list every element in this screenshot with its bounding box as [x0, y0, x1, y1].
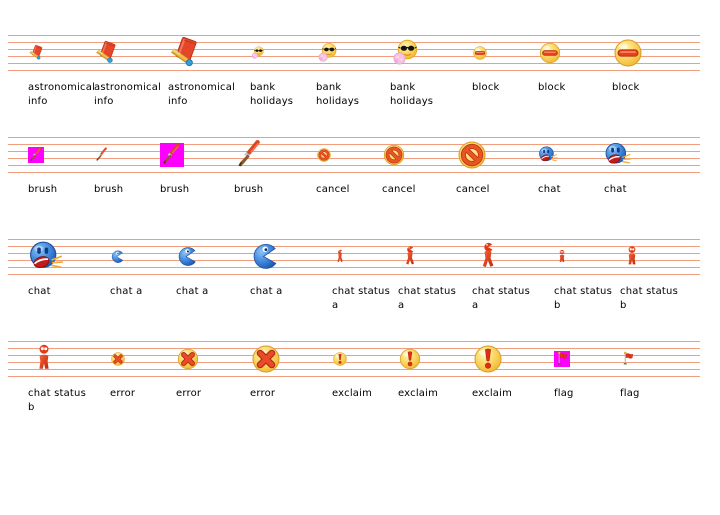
icon-cell [94, 133, 160, 197]
flag-icon-svg [554, 351, 570, 367]
bank-holidays-icon-svg [250, 45, 266, 61]
exclaim-icon-svg [332, 351, 348, 367]
icon-row [0, 31, 720, 133]
astronomical-info-icon-svg [28, 45, 44, 61]
icon-label: bank holidays [250, 82, 294, 107]
icon-cell [168, 31, 250, 109]
icon-cell [398, 337, 472, 401]
brush-icon-svg [234, 139, 266, 171]
icon-cell [398, 235, 472, 313]
chat-icon[interactable] [604, 133, 678, 177]
icon-label: flag [620, 388, 640, 399]
chat-status-a-icon-svg [398, 245, 422, 269]
icon-cell [176, 235, 250, 299]
icon-label: block [538, 82, 566, 93]
cancel-icon[interactable] [316, 133, 382, 177]
icon-row [0, 235, 720, 337]
brush-icon[interactable] [160, 133, 234, 177]
icon-cell [620, 235, 694, 313]
bank-holidays-icon[interactable] [390, 31, 472, 75]
brush-icon[interactable] [234, 133, 316, 177]
icon-cells [28, 31, 694, 109]
flag-icon-svg [620, 351, 636, 367]
error-icon[interactable] [176, 337, 250, 381]
exclaim-icon-svg [398, 347, 422, 371]
brush-icon[interactable] [94, 133, 160, 177]
brush-icon-svg [28, 147, 44, 163]
chat-status-b-icon-svg [620, 245, 644, 269]
icon-label: error [110, 388, 136, 399]
icon-label: bank holidays [390, 82, 434, 107]
astronomical-info-icon-svg [168, 37, 200, 69]
icon-cell [620, 337, 686, 401]
icon-label: flag [554, 388, 574, 399]
icon-label: astronomical info [28, 82, 96, 107]
cancel-icon[interactable] [382, 133, 456, 177]
chat-status-b-icon[interactable] [554, 235, 620, 279]
chat-status-a-icon[interactable] [398, 235, 472, 279]
chat-a-icon[interactable] [176, 235, 250, 279]
icon-label: chat [604, 184, 627, 195]
chat-a-icon[interactable] [250, 235, 332, 279]
icon-label: error [250, 388, 276, 399]
icon-cells [28, 235, 694, 313]
cancel-icon[interactable] [456, 133, 538, 177]
icon-label: exclaim [472, 388, 513, 399]
icon-label: astronomical info [94, 82, 162, 107]
icon-cell [554, 337, 620, 401]
error-icon-svg [250, 343, 282, 375]
icon-cell [28, 337, 110, 415]
bank-holidays-icon-svg [390, 37, 422, 69]
block-icon[interactable] [612, 31, 694, 75]
icon-cell [316, 31, 390, 109]
chat-status-a-icon-svg [472, 241, 504, 273]
icon-cell [538, 31, 612, 95]
icon-cell [316, 133, 382, 197]
icon-label: chat status b [28, 388, 86, 413]
icon-cell [554, 235, 620, 313]
icon-label: chat [28, 286, 51, 297]
chat-a-icon[interactable] [110, 235, 176, 279]
exclaim-icon-svg [472, 343, 504, 375]
icon-cell [110, 235, 176, 299]
icon-cell [250, 337, 332, 401]
icon-label: brush [94, 184, 124, 195]
icon-label: error [176, 388, 202, 399]
bank-holidays-icon-svg [316, 41, 340, 65]
astronomical-info-icon[interactable] [168, 31, 250, 75]
chat-icon-svg [28, 239, 64, 275]
icon-label: bank holidays [316, 82, 360, 107]
icon-cell [28, 235, 110, 299]
exclaim-icon[interactable] [472, 337, 554, 381]
icon-cell [234, 133, 316, 197]
chat-status-a-icon-svg [332, 249, 348, 265]
exclaim-icon[interactable] [398, 337, 472, 381]
icon-label: brush [160, 184, 190, 195]
icon-label: chat status b [620, 286, 678, 311]
icon-label: chat a [110, 286, 143, 297]
chat-status-b-icon-svg [28, 343, 60, 375]
bank-holidays-icon[interactable] [250, 31, 316, 75]
icon-cell [332, 235, 398, 313]
icon-cell [390, 31, 472, 109]
brush-icon[interactable] [28, 133, 94, 177]
brush-icon-svg [160, 143, 184, 167]
chat-status-a-icon[interactable] [472, 235, 554, 279]
astronomical-info-icon[interactable] [94, 31, 168, 75]
chat-icon-svg [604, 141, 632, 169]
icon-cell [28, 31, 94, 109]
icon-label: cancel [456, 184, 490, 195]
chat-icon[interactable] [538, 133, 604, 177]
block-icon-svg [538, 41, 562, 65]
icon-cells [28, 337, 686, 415]
icon-label: exclaim [398, 388, 439, 399]
block-icon-svg [612, 37, 644, 69]
icon-cell [94, 31, 168, 109]
block-icon[interactable] [472, 31, 538, 75]
exclaim-icon[interactable] [332, 337, 398, 381]
chat-status-a-icon[interactable] [332, 235, 398, 279]
error-icon-svg [176, 347, 200, 371]
icon-label: chat status a [472, 286, 530, 311]
icon-cell [160, 133, 234, 197]
icon-cell [250, 235, 332, 299]
chat-a-icon-svg [176, 245, 200, 269]
icon-cell [332, 337, 398, 401]
error-icon[interactable] [110, 337, 176, 381]
icon-cell [176, 337, 250, 401]
chat-icon-svg [538, 145, 558, 165]
block-icon[interactable] [538, 31, 612, 75]
icon-label: brush [234, 184, 264, 195]
icon-cell [456, 133, 538, 197]
chat-status-b-icon[interactable] [620, 235, 694, 279]
icon-cell [612, 31, 694, 95]
error-icon-svg [110, 351, 126, 367]
astronomical-info-icon[interactable] [28, 31, 94, 75]
icon-cell [472, 31, 538, 95]
brush-icon-svg [94, 147, 110, 163]
icon-cell [604, 133, 678, 197]
icon-cell [382, 133, 456, 197]
chat-a-icon-svg [250, 241, 282, 273]
chat-icon[interactable] [28, 235, 110, 279]
icon-label: astronomical info [168, 82, 236, 107]
bank-holidays-icon[interactable] [316, 31, 390, 75]
flag-icon[interactable] [554, 337, 620, 381]
cancel-icon-svg [382, 143, 406, 167]
icon-row [0, 133, 720, 235]
cancel-icon-svg [316, 147, 332, 163]
icon-cell [472, 235, 554, 313]
icon-label: exclaim [332, 388, 373, 399]
chat-status-b-icon[interactable] [28, 337, 110, 381]
icon-cell [110, 337, 176, 401]
chat-a-icon-svg [110, 249, 126, 265]
icon-label: chat a [250, 286, 283, 297]
icon-label: chat a [176, 286, 209, 297]
icon-cell [28, 133, 94, 197]
astronomical-info-icon-svg [94, 41, 118, 65]
icon-label: block [472, 82, 500, 93]
cancel-icon-svg [456, 139, 488, 171]
icon-cell [538, 133, 604, 197]
icon-label: chat [538, 184, 561, 195]
icon-cell [472, 337, 554, 401]
icon-label: block [612, 82, 640, 93]
block-icon-svg [472, 45, 488, 61]
icon-cells [28, 133, 678, 197]
chat-status-b-icon-svg [554, 249, 570, 265]
icon-label: chat status a [398, 286, 456, 311]
icon-label: chat status b [554, 286, 612, 311]
icon-label: cancel [382, 184, 416, 195]
icon-label: chat status a [332, 286, 390, 311]
icon-cell [250, 31, 316, 109]
icon-label: cancel [316, 184, 350, 195]
icon-row [0, 337, 720, 439]
icon-label: brush [28, 184, 58, 195]
error-icon[interactable] [250, 337, 332, 381]
flag-icon[interactable] [620, 337, 686, 381]
